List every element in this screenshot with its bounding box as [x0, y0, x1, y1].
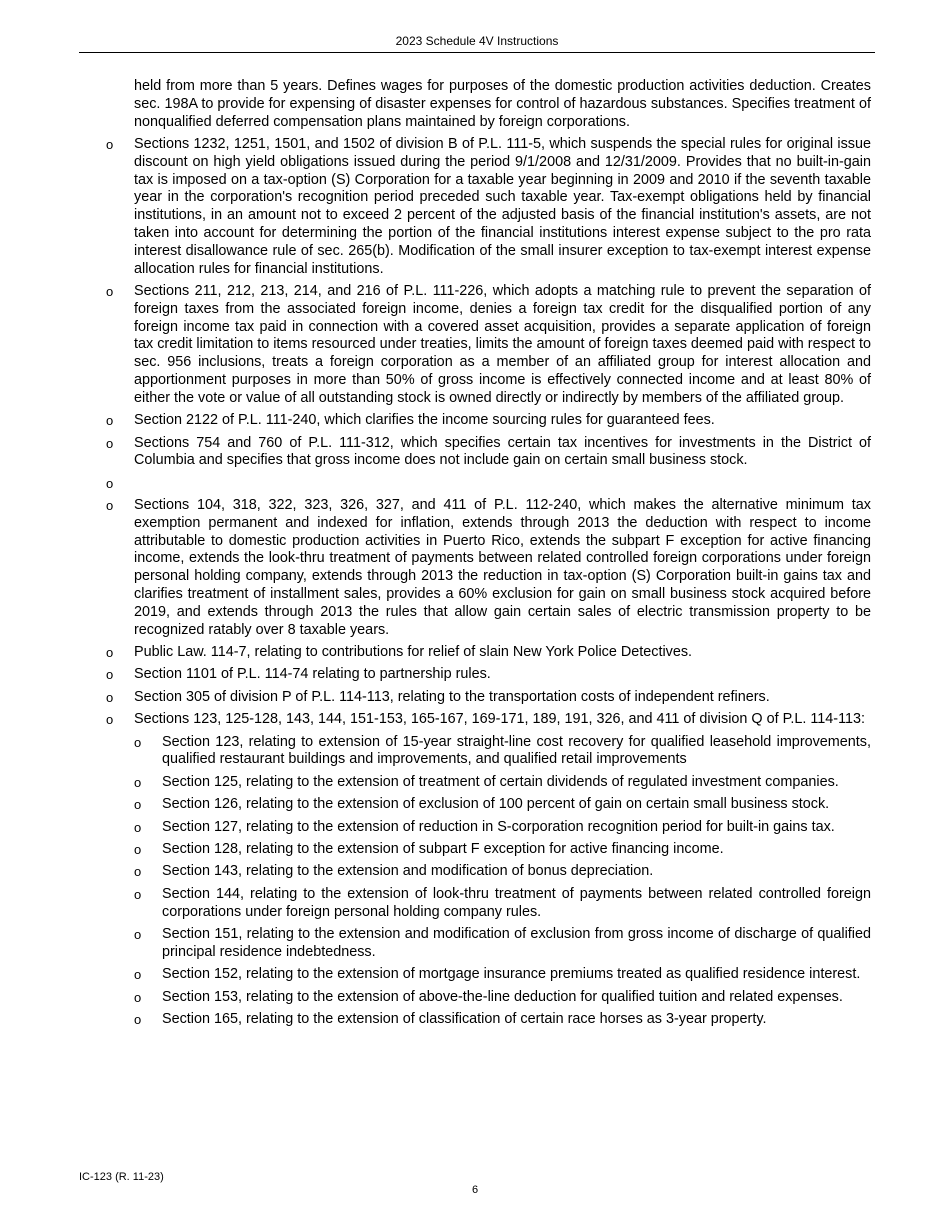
list-item-text: Section 305 of division P of P.L. 114-113, relating to the transportation costs of independent refiners.	[134, 688, 770, 705]
list-item-empty	[106, 475, 871, 493]
sublist-item	[134, 966, 871, 984]
bullet-icon: o	[106, 283, 114, 299]
list-item	[106, 434, 871, 471]
bullet-icon: o	[134, 797, 142, 813]
list-item	[106, 497, 871, 639]
list-item	[106, 412, 871, 430]
list-item-text: Sections 123, 125-128, 143, 144, 151-153, 165-167, 169-171, 189, 191, 326, and 411 of division Q of P.L. 114-113:	[134, 711, 866, 728]
header-rule	[79, 52, 875, 53]
sublist-item-text: Section 151, relating to the extension and modification of exclusion from gross income of discharge of qualified principal residence indebtedness.	[162, 925, 871, 960]
page-header: 2023 Schedule 4V Instructions	[395, 34, 559, 48]
sublist-item	[134, 863, 871, 881]
list-item	[106, 135, 871, 278]
sublist-item-text: Section 127, relating to the extension of reduction in S-corporation recognition period for built-in gains tax.	[162, 818, 835, 835]
sublist-item	[134, 840, 871, 859]
sublist-item	[134, 818, 871, 837]
list-item	[106, 711, 871, 1028]
sublist-item-text: Section 126, relating to the extension of exclusion of 100 percent of gain on certain small business stock.	[162, 796, 830, 813]
sublist-item	[134, 885, 871, 922]
bullet-icon: o	[106, 498, 114, 514]
list-item-text: Sections 754 and 760 of P.L. 111-312, which specifies certain tax incentives for investments in the District of Columbia and specifies that gross income does not include gain on certain small business stock.	[134, 434, 871, 469]
bullet-icon: o	[134, 886, 142, 902]
page-number: 6	[471, 1184, 479, 1196]
bullet-icon: o	[134, 1011, 142, 1027]
law-list	[0, 136, 950, 1029]
bullet-icon: o	[106, 645, 114, 661]
list-item-text: Sections 211, 212, 213, 214, and 216 of P.L. 111-226, which adopts a matching rule to prevent the separation of foreign taxes from the associated foreign income, denies a foreign tax credit for the disqualified portion of any foreign income tax paid in connection with a covered asset acquisition, provides a separate application of foreign tax credit limitation to items resourced under treaties, limits the amount of foreign taxes deemed paid with respect to sec. 956 inclusions, treats a foreign corporation as a member of an affiliated group for interest allocation and apportionment purposes in more than 50% of gross income is effectively connected income and at least 80% of either the vote or value of all outstanding stock is owned directly or indirectly by members of the affiliated group.	[134, 282, 871, 406]
list-item-text: Public Law. 114-7, relating to contributions for relief of slain New York Police Detectives.	[134, 644, 693, 661]
list-item-text: Section 1101 of P.L. 114-74 relating to partnership rules.	[134, 666, 491, 683]
list-item	[106, 282, 871, 408]
list-item	[106, 688, 871, 707]
form-identifier: IC-123 (R. 11-23)	[79, 1171, 164, 1183]
sublist-item	[134, 988, 871, 1007]
sublist-item-text: Section 153, relating to the extension of above-the-line deduction for qualified tuition and related expenses.	[162, 988, 843, 1005]
bullet-icon: o	[106, 667, 114, 683]
list-item-text: Sections 104, 318, 322, 323, 326, 327, and 411 of P.L. 112-240, which makes the alternative minimum tax exemption permanent and indexed for inflation, extends through 2013 the deduction with respect to income attributable to domestic production activities in Puerto Rico, extends the subpart F exception for active financing income, extends the look-thru treatment of payments between related controlled foreign corporations under foreign personal holding company, extends through 2013 the reduction in tax-option (S) Corporation built-in gains tax and clarifies treatment of installment sales, provides a 60% exclusion for gain on small business stock acquired before 2019, and extends through 2013 the rules that allow gain certain sales of electric transmission property to be recognized ratably over 8 taxable years.	[134, 497, 871, 638]
sublist-item-text: Section 128, relating to the extension of subpart F exception for active financing income.	[162, 840, 724, 857]
sublist-item	[134, 773, 871, 792]
sublist-item	[134, 925, 871, 962]
sublist-item	[134, 1010, 871, 1029]
bullet-icon: o	[134, 864, 142, 880]
sublist-item	[134, 733, 871, 770]
bullet-icon: o	[134, 819, 142, 835]
sublist-item	[134, 796, 871, 814]
bullet-icon: o	[106, 435, 114, 451]
bullet-icon: o	[106, 712, 114, 728]
division-q-sublist	[134, 734, 871, 1029]
list-item-text: Sections 1232, 1251, 1501, and 1502 of division B of P.L. 111-5, which suspends the special rules for original issue discount on high yield obligations issued during the period 9/1/2008 and 12/31/2009. Provides that no built-in-gain tax is imposed on a tax-option (S) Corporation for a taxable year beginning in 2009 and 2010 if the seventh taxable year in the corporation's recognition period preceded such taxable year. Tax-exempt obligations held by financial institutions, in an amount not to exceed 2 percent of the adjusted basis of the financial institution's assets, are not taken into account for determining the portion of the financial institutions interest expense subject to the pro rata interest disallowance rule of sec. 265(b). Modification of the small insurer exception to tax-exempt interest expense allocation rules for financial institutions.	[134, 135, 871, 277]
document-body	[0, 78, 950, 1029]
bullet-icon: o	[134, 967, 142, 983]
sublist-item-text: Section 144, relating to the extension of look-thru treatment of payments between related controlled foreign corporations under foreign personal holding company rules.	[162, 885, 871, 920]
sublist-item-text: Section 143, relating to the extension and modification of bonus depreciation.	[162, 863, 654, 880]
sublist-item-text: Section 152, relating to the extension of mortgage insurance premiums treated as qualified residence interest.	[162, 966, 861, 983]
list-item-text: Section 2122 of P.L. 111-240, which clarifies the income sourcing rules for guaranteed fees.	[134, 412, 715, 429]
sublist-item-text: Section 123, relating to extension of 15-year straight-line cost recovery for qualified leasehold improvements, qualified restaurant buildings and improvements, and qualified retail improvements	[162, 733, 871, 768]
list-item	[106, 644, 871, 662]
bullet-icon: o	[134, 989, 142, 1005]
continuation-paragraph: held from more than 5 years. Defines wages for purposes of the domestic production activities deduction. Creates sec. 198A to provide for expensing of disaster expenses for control of hazardous substances. Specifies treatment of nonqualified deferred compensation plans maintained by foreign corporations.	[134, 78, 871, 130]
bullet-icon: o	[134, 841, 142, 857]
bullet-icon: o	[106, 689, 114, 705]
list-item	[106, 666, 871, 684]
bullet-icon: o	[106, 136, 114, 152]
bullet-icon: o	[106, 475, 114, 491]
bullet-icon: o	[134, 926, 142, 942]
bullet-icon: o	[134, 774, 142, 790]
sublist-item-text: Section 125, relating to the extension of treatment of certain dividends of regulated investment companies.	[162, 773, 839, 790]
bullet-icon: o	[106, 413, 114, 429]
sublist-item-text: Section 165, relating to the extension of classification of certain race horses as 3-year property.	[162, 1010, 767, 1027]
bullet-icon: o	[134, 734, 142, 750]
